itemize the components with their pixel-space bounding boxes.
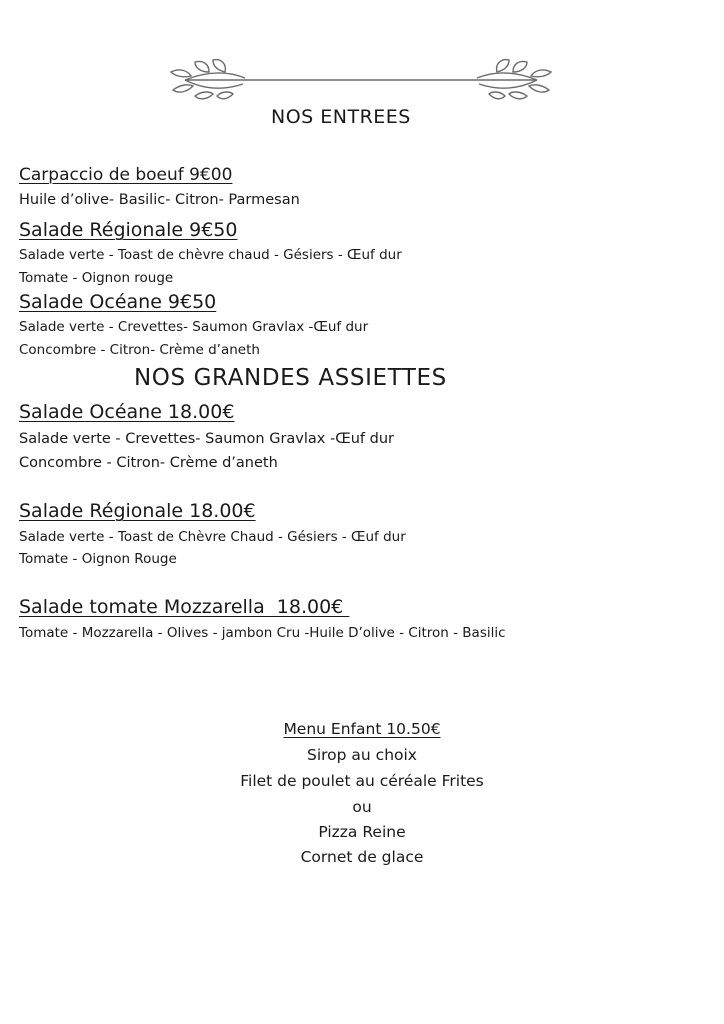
dish-description: Concombre - Citron- Crème d’aneth <box>19 342 260 358</box>
menu-enfant <box>0 720 724 738</box>
dish-name-salade-regionale: Salade Régionale 9€50 <box>19 219 238 241</box>
dish-description: Salade verte - Crevettes- Saumon Gravlax -Œuf dur <box>19 431 394 447</box>
dish-name-salade-oceane: Salade Océane 18.00€ <box>19 401 235 423</box>
section-title-entrees: NOS ENTREES <box>271 106 411 128</box>
dish-description: Salade verte - Toast de Chèvre Chaud - Gésiers - Œuf dur <box>19 529 406 545</box>
dish-name-salade-tomate-mozzarella: Salade tomate Mozzarella 18.00€ <box>19 596 350 618</box>
dish-description: Salade verte - Crevettes- Saumon Gravlax -Œuf dur <box>19 319 369 335</box>
section-title-grandes-assiettes: NOS GRANDES ASSIETTES <box>134 365 447 391</box>
menu-enfant-line: ou <box>352 798 372 816</box>
dish-name-salade-regionale: Salade Régionale 18.00€ <box>19 500 256 522</box>
menu-enfant-line: Filet de poulet au céréale Frites <box>240 772 484 790</box>
dish-name-carpaccio: Carpaccio de boeuf 9€00 <box>19 165 233 185</box>
dish-description: Salade verte - Toast de chèvre chaud - Gésiers - Œuf dur <box>19 247 402 263</box>
menu-enfant-title: Menu Enfant 10.50€ <box>283 720 441 738</box>
dish-description: Tomate - Oignon Rouge <box>19 551 177 567</box>
dish-description: Huile d’olive- Basilic- Citron- Parmesan <box>19 192 300 208</box>
menu-enfant-line: Pizza Reine <box>318 823 406 841</box>
dish-description: Tomate - Mozzarella - Olives - jambon Cru -Huile D’olive - Citron - Basilic <box>19 625 506 641</box>
olive-branch-icon <box>165 50 557 106</box>
dish-description: Tomate - Oignon rouge <box>19 270 174 286</box>
dish-name-salade-oceane: Salade Océane 9€50 <box>19 291 217 313</box>
menu-enfant-line: Cornet de glace <box>300 848 424 866</box>
dish-description: Concombre - Citron- Crème d’aneth <box>19 455 278 471</box>
menu-enfant-line: Sirop au choix <box>307 746 417 764</box>
